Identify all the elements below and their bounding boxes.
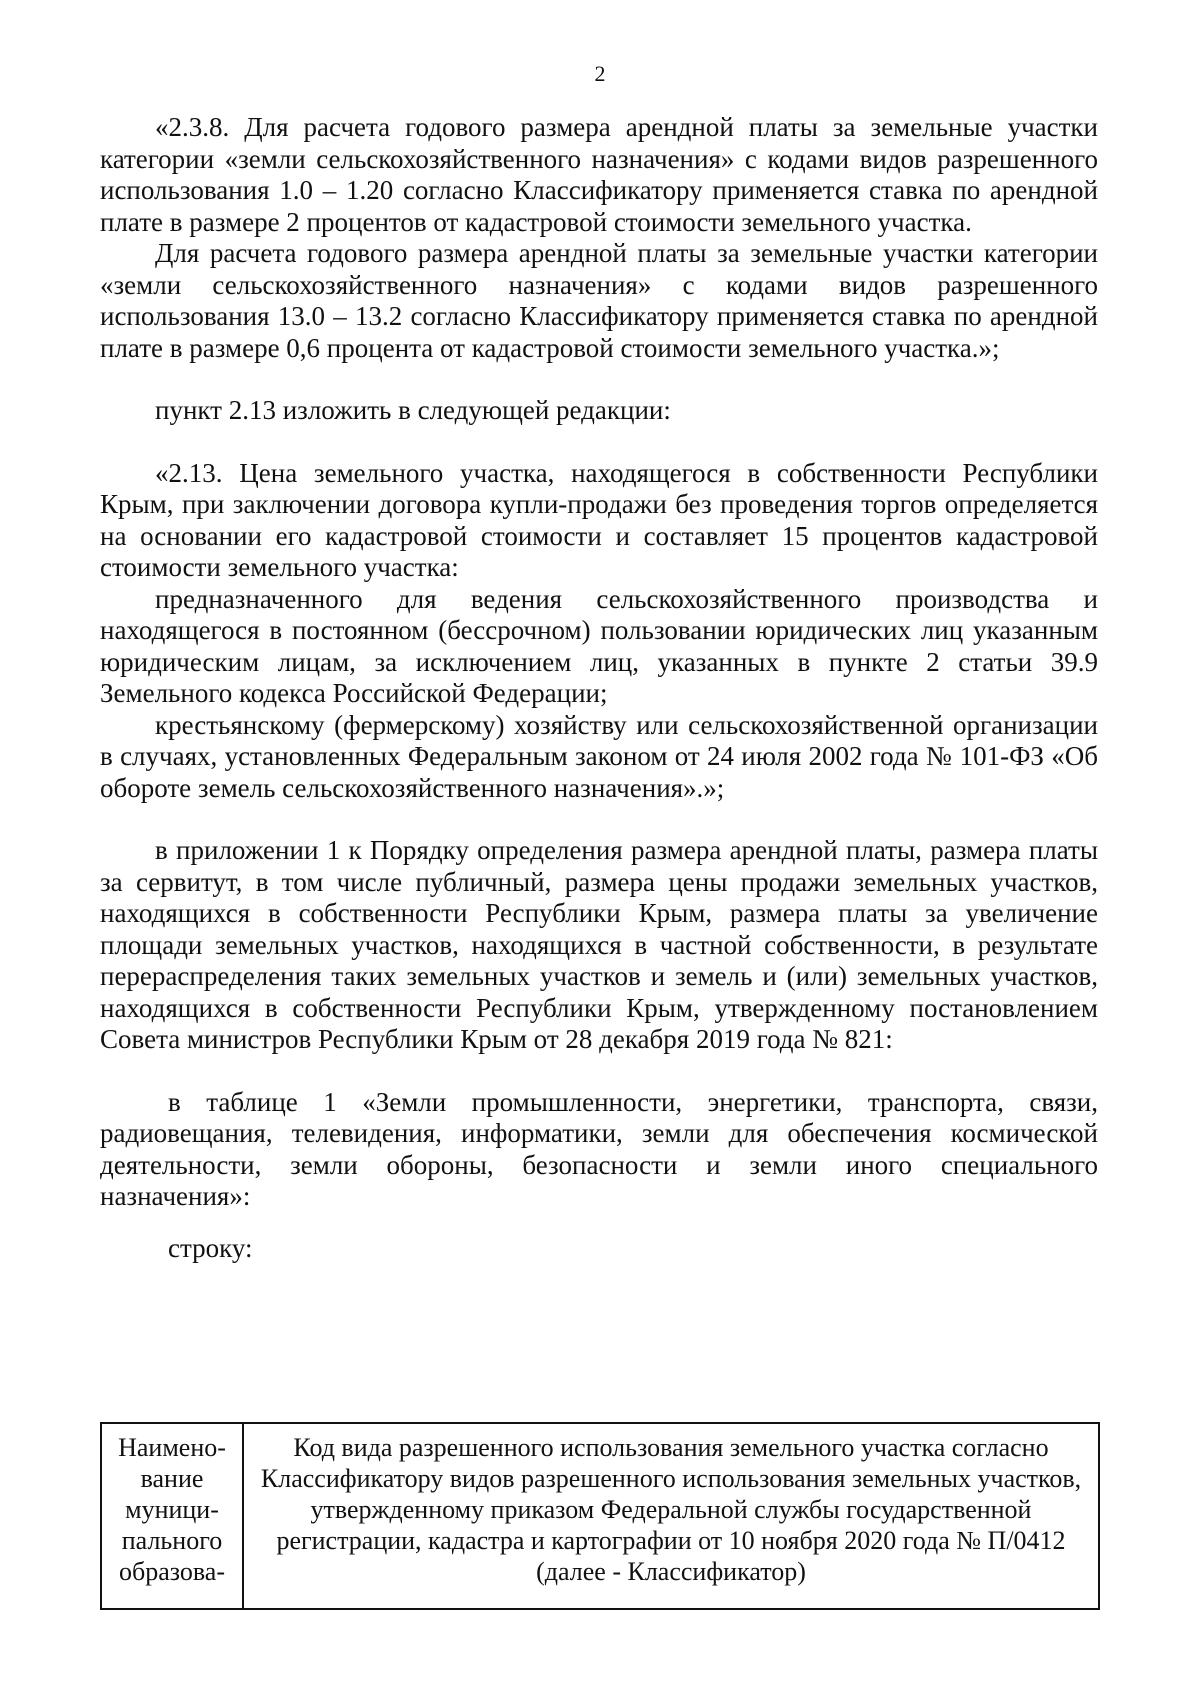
body-text (100, 112, 1098, 1264)
paragraph-appendix-1: в приложении 1 к Порядку определения размера арендной платы, размера платы за сервитут, в том числе публичный, размера цены продажи земельных участков, находящихся в собственности Республики Крым, размера платы за увеличение площади земельных участков, находящихся в частной собственности, в результате перераспределения таких земельных участков и земель и (или) земельных участков, находящихся в собственности Республики Крым, утвержденному постановлением Совета министров Республики Крым от 28 декабря 2019 года № 821: (100, 835, 1098, 1054)
table-header-municipality: Наимено-вание муници-пального образова- (101, 1423, 243, 1609)
classifier-table (100, 1422, 1100, 1610)
paragraph-table-1: в таблице 1 «Земли промышленности, энергетики, транспорта, связи, радиовещания, телевидения, информатики, земли для обеспечения космической деятельности, земли обороны, безопасности и земли иного специального назначения»: (100, 1086, 1098, 1211)
paragraph-item-2-13-intro: пункт 2.13 изложить в следующей редакции: (155, 395, 671, 425)
paragraph-2-3-8: «2.3.8. Для расчета годового размера арендной платы за земельные участки категории «земли сельскохозяйственного назначения» с кодами видов разрешенного использования 1.0 – 1.20 согласно Классификатору применяется ставка по арендной плате в размере 2 процентов от кадастровой стоимости земельного участка. (100, 112, 1098, 237)
paragraph-2-13-a: предназначенного для ведения сельскохозяйственного производства и находящегося в постоянном (бессрочном) пользовании юридических лиц указанным юридическим лицам, за исключением лиц, указанных в пункте 2 статьи 39.9 Земельного кодекса Российской Федерации; (100, 583, 1098, 708)
paragraph-2-3-8-cont: Для расчета годового размера арендной платы за земельные участки категории «земли сельскохозяйственного назначения» с кодами видов разрешенного использования 13.0 – 13.2 согласно Классификатору применяется ставка по арендной плате в размере 0,6 процента от кадастровой стоимости земельного участка.»; (100, 238, 1098, 363)
page-number: 2 (594, 61, 606, 86)
table-header-use-code: Код вида разрешенного использования земельного участка согласно Классификатору видов разрешенного использования земельных участков, утвержденному приказом Федеральной службы государственной регистрации, кадастра и картографии от 10 ноября 2020 года № П/0412 (далее - Классификатор) (243, 1423, 1099, 1609)
paragraph-2-13-b: крестьянскому (фермерскому) хозяйству или сельскохозяйственной организации в случаях, установленных Федеральным законом от 24 июля 2002 года № 101-ФЗ «Об обороте земель сельскохозяйственного назначения».»; (100, 709, 1098, 803)
paragraph-2-13: «2.13. Цена земельного участка, находящегося в собственности Республики Крым, при заключении договора купли-продажи без проведения торгов определяется на основании его кадастровой стоимости и составляет 15 процентов кадастровой стоимости земельного участка: (100, 457, 1098, 582)
table-row (101, 1423, 1099, 1609)
paragraph-row-label: строку: (168, 1232, 253, 1263)
